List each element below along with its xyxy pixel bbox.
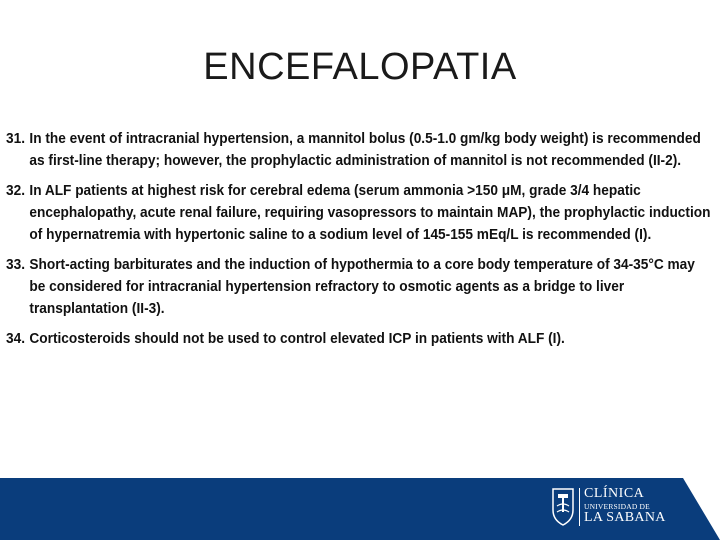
slide-title: ENCEFALOPATIA <box>203 46 517 88</box>
logo-line-la-sabana: LA SABANA <box>584 510 666 525</box>
university-shield-icon <box>552 488 574 526</box>
recommendation-33 <box>6 254 713 320</box>
footer-band <box>0 478 720 540</box>
clinica-universidad-de-la-sabana-logo <box>548 486 698 532</box>
recommendation-text: In ALF patients at highest risk for cerebral edema (serum ammonia >150 μM, grade 3/4 hepatic encephalopathy, acute renal failure, requiring vasopressors to maintain MAP), the prophylactic induction of hypernatremia with hypertonic saline to a sodium level of 145-155 mEq/L is recommended (I). <box>29 182 711 243</box>
recommendation-text: In the event of intracranial hypertension, a mannitol bolus (0.5-1.0 gm/kg body weight) is recommended as first-line therapy; however, the prophylactic administration of mannitol is not recommended (II-2). <box>29 130 701 169</box>
recommendation-text: Corticosteroids should not be used to control elevated ICP in patients with ALF (I). <box>29 330 565 347</box>
recommendation-number: 34. <box>6 330 26 347</box>
recommendations-list <box>6 128 718 358</box>
logo-line-clinica: CLÍNICA <box>584 486 645 501</box>
recommendation-number: 31. <box>6 130 26 147</box>
recommendation-number: 32. <box>6 182 26 199</box>
logo-line-universidad: UNIVERSIDAD DE <box>584 502 650 511</box>
recommendation-text: Short-acting barbiturates and the induction of hypothermia to a core body temperature of 34-35°C may be considered for intracranial hypertension refractory to osmotic agents as a bridge to liver transplantation (II-3). <box>29 256 695 317</box>
logo-divider <box>579 488 580 526</box>
recommendation-34 <box>6 328 713 350</box>
recommendation-32 <box>6 180 713 246</box>
recommendation-number: 33. <box>6 256 26 273</box>
recommendation-31 <box>6 128 713 172</box>
